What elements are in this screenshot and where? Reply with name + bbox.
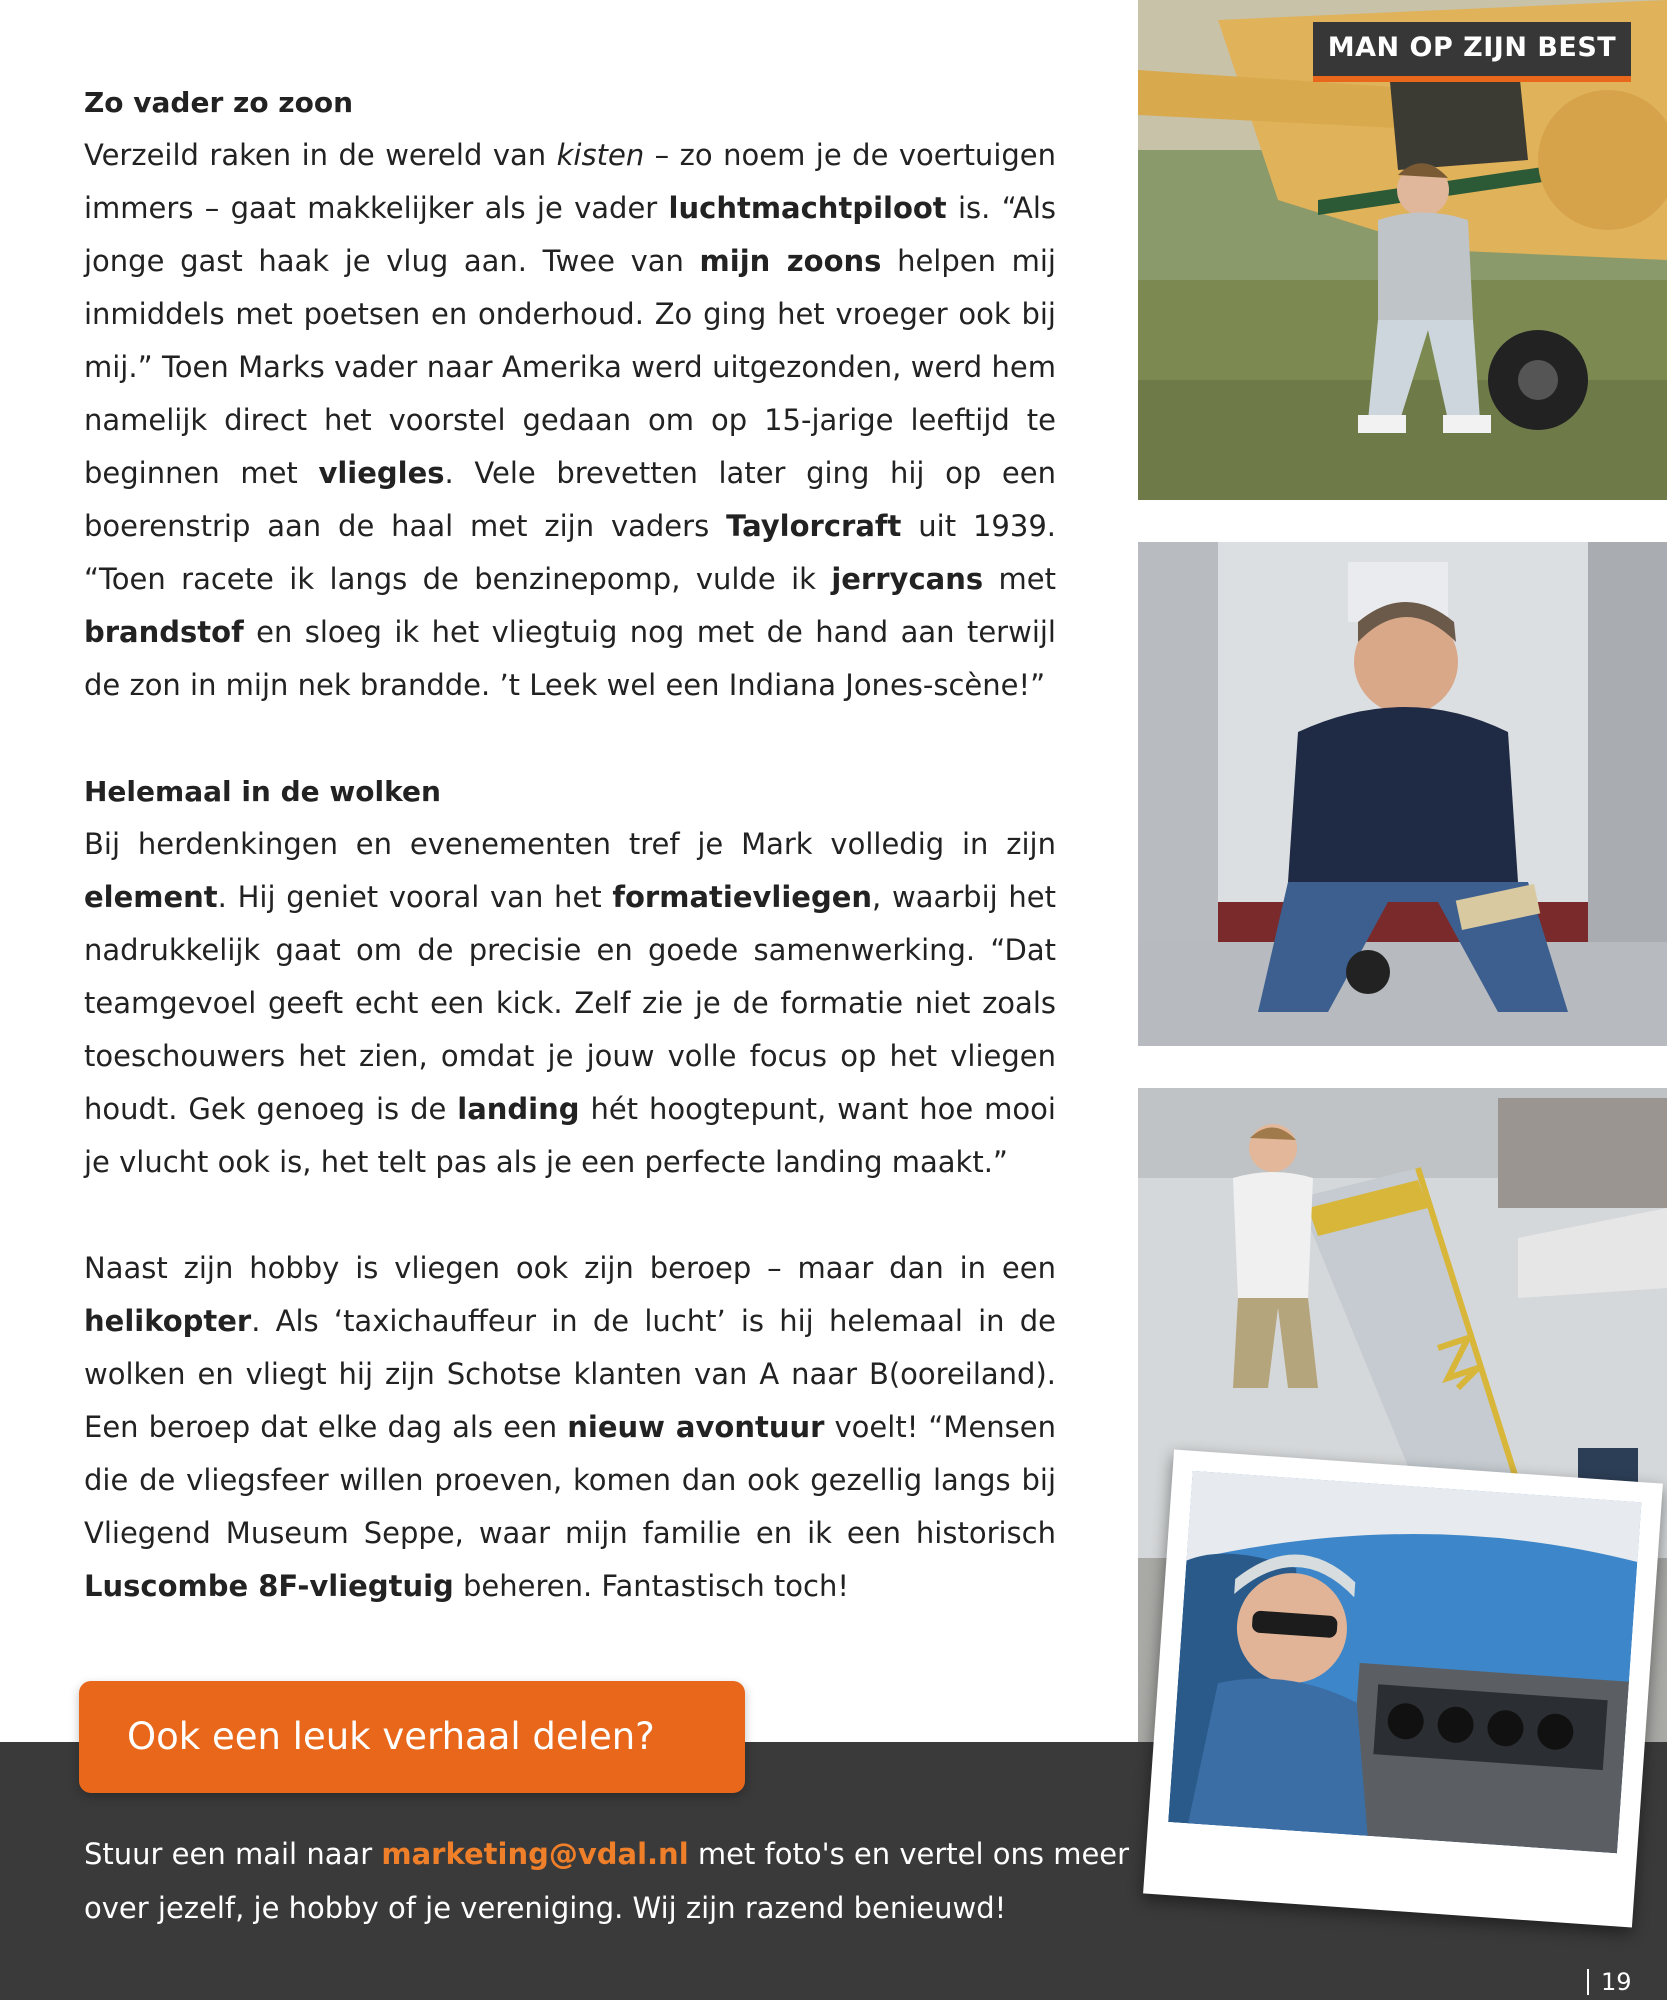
text-run: voelt! “Mensen die de vliegsfeer willen proeven, komen dan ook gezellig langs bij Vliegend Museum Seppe, waar mijn familie en ik een historisch [84,1410,1056,1550]
text-run: . Hij geniet vooral van het [217,880,613,914]
text-run: . Vele brevetten later ging hij op een boerenstrip aan de haal met zijn vaders [84,456,1056,543]
section-heading-1: Zo vader zo zoon [84,86,354,119]
share-story-button[interactable]: Ook een leuk verhaal delen? [79,1681,745,1793]
bold-keyword: element [84,880,218,914]
italic-term: kisten [556,138,645,172]
text-run: met [983,562,1056,596]
cta-text-after: met foto's en vertel ons meer over jezelf, je hobby of je vereniging. Wij zijn razend benieuwd! [84,1837,1130,1925]
text-run: Bij herdenkingen en evenementen tref je Mark volledig in zijn [84,827,1056,861]
text-run: is. “Als jonge gast haak je vlug aan. Twee van [84,191,1056,278]
bold-keyword: luchtmachtpiloot [668,191,947,225]
photo-mark-aircraft-door [1138,542,1667,1046]
email-link[interactable]: marketing@vdal.nl [381,1837,689,1871]
article-paragraph [84,129,1056,712]
text-run: – zo noem je de voertuigen immers – gaat makkelijker als je vader [84,138,1057,225]
bold-keyword: landing [457,1092,580,1126]
page-number: 19 [1587,1969,1632,1995]
text-run: Naast zijn hobby is vliegen ook zijn beroep – maar dan in een [84,1251,1056,1285]
bold-keyword: brandstof [84,615,244,649]
bold-keyword: vliegles [318,456,445,490]
bold-keyword: nieuw avontuur [567,1410,825,1444]
section-tag: MAN OP ZIJN BEST [1313,22,1631,82]
article-paragraph [84,1242,1056,1613]
text-run: . Als ‘taxichauffeur in de lucht’ is hij helemaal in de wolken en vliegt hij zijn Schotse klanten van A naar B(ooreiland). Een beroep dat elke dag als een [84,1304,1056,1444]
text-run: , waarbij het nadrukkelijk gaat om de precisie en goede samenwerking. “Dat teamgevoel geeft echt een kick. Zelf zie je de formatie niet zoals toeschouwers het zien, omdat je jouw volle focus op het vliegen houdt. Gek genoeg is de [84,880,1057,1126]
paragraph-gap [84,712,1056,765]
section-heading-2: Helemaal in de wolken [84,775,441,808]
text-run: helpen mij inmiddels met poetsen en onderhoud. Zo ging het vroeger ook bij mij.” Toen Marks vader naar Amerika werd uitgezonden, werd hem namelijk direct het voorstel gedaan om op 15-jarige leeftijd te beginnen met [84,244,1056,490]
paragraph-gap [84,1189,1056,1242]
bold-keyword: jerrycans [831,562,984,596]
article-paragraph [84,818,1056,1189]
cta-text [84,1827,1144,1935]
bold-keyword: Luscombe 8F-vliegtuig [84,1569,454,1603]
article-body [84,76,1056,1613]
bold-keyword: Taylorcraft [726,509,902,543]
text-run: beheren. Fantastisch toch! [453,1569,849,1603]
text-run: uit 1939. “Toen racete ik langs de benzinepomp, vulde ik [84,509,1056,596]
polaroid-cockpit-photo [1143,1449,1663,1927]
bold-keyword: helikopter [84,1304,252,1338]
bold-keyword: formatievliegen [612,880,873,914]
bold-keyword: mijn zoons [699,244,882,278]
cta-text-before: Stuur een mail naar [84,1837,382,1871]
text-run: en sloeg ik het vliegtuig nog met de hand aan terwijl de zon in mijn nek brandde. ’t Leek wel een Indiana Jones-scène!” [84,615,1056,702]
text-run: hét hoogtepunt, want hoe mooi je vlucht ook is, het telt pas als je een perfecte landing maakt.” [84,1092,1056,1179]
photo-pilot-cockpit [1168,1471,1641,1854]
text-run: Verzeild raken in de wereld van [84,138,557,172]
